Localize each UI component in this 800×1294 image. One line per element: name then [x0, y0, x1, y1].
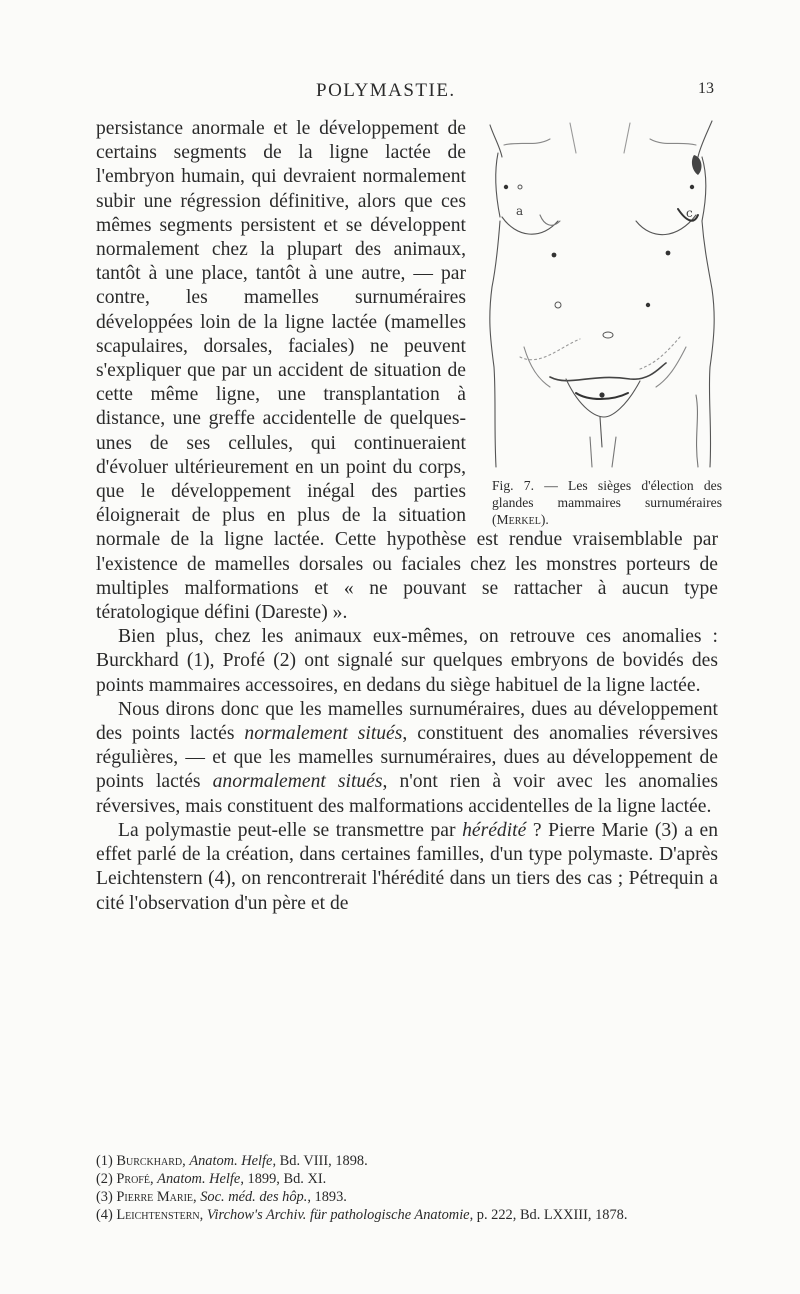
paragraph-3: [96, 698, 718, 819]
footnote-separator: ,: [149, 1171, 158, 1187]
figure-caption: [480, 477, 728, 528]
running-title: POLYMASTIE.: [316, 80, 456, 101]
paragraph-4: [96, 819, 718, 916]
page-header: [0, 80, 800, 110]
footnote-rest: , Bd. VIII, 1898.: [272, 1153, 368, 1169]
paragraph-2: Bien plus, chez les animaux eux-mêmes, on retrouve ces anomalies : Burckhard (1), Profé (2) ont signalé sur quelques embryons de bovidés des points mammaires accessoires, en dedans du siège habituel de la ligne lactée.: [96, 626, 718, 696]
paragraph-3-part2: , constituent des anomalies réversives régulières, — et que les mamelles surnuméraires, dues au développement de points lactés: [96, 723, 718, 793]
footnote-title: Soc. méd. des hôp.: [200, 1189, 308, 1205]
page-number: 13: [698, 80, 714, 97]
footnote-rest: , p. 222, Bd. LXXIII, 1878.: [469, 1207, 628, 1223]
footnote-number: (1): [96, 1153, 117, 1169]
footnote-4: [96, 1206, 718, 1224]
figure-caption-prefix: Fig. 7. —: [492, 478, 569, 493]
footnote-separator: ,: [182, 1153, 190, 1169]
paragraph-3-em1: normalement situés: [244, 723, 403, 745]
footnote-3: [96, 1188, 718, 1206]
footnote-title: Anatom. Helfe: [189, 1153, 273, 1169]
figure-label-a: a: [516, 204, 524, 218]
paragraph-3-part1: Nous dirons donc que les mamelles surnuméraires, dues au développement des points lactés: [96, 698, 718, 745]
paragraph-1-text: persistance anormale et le développement de certains segments de la ligne lactée de l'embryon humain, qui devraient normalement subir une régression définitive, alors que ces mêmes segments persistent et se développent normalement chez la plupart des animaux, tantôt à une place, tantôt à une autre, — par contre, les mamelles surnuméraires développées loin de la ligne lactée (mamelles scapulaires, dorsales, faciales) ne peuvent s'expliquer que par un accident de situation de cette même ligne, une transplantation à distance, une greffe accidentelle de quelques-unes de ses cellules, qui continueraient d'évoluer ultérieurement en un point du corps, que le développement inégal des parties éloignerait de plus en plus de la situation normale de la ligne lactée. Cette hypothèse est rendue vraisemblable par l'existence de mamelles dorsales ou faciales chez les monstres porteurs de multiples malformations et « ne pouvant se rattacher à aucun type tératologique défini (Dareste) ».: [96, 118, 718, 624]
footnote-author: Profé: [116, 1171, 150, 1187]
footnote-rest: , 1899, Bd. XI.: [240, 1171, 327, 1187]
footnote-1: [96, 1152, 718, 1170]
footnote-2: [96, 1170, 718, 1188]
figure-7: [480, 117, 728, 528]
paragraph-4-part2: ? Pierre Marie (3) a en effet parlé de la création, dans certaines familles, d'un type polymaste. D'après Leichtenstern (4), on rencontrerait l'hérédité dans un tiers des cas ; Pétrequin a cité l'observation d'un père et de: [96, 819, 718, 914]
paragraph-4-em1: hérédité: [462, 819, 527, 841]
footnote-number: (2): [96, 1171, 117, 1187]
figure-caption-text: Les sièges d'élection des glandes mammaires surnuméraires (: [492, 478, 722, 527]
footnote-number: (3): [96, 1189, 117, 1205]
paragraph-4-part1: La polymastie peut-elle se transmettre par: [118, 819, 463, 841]
footnote-title: Virchow's Archiv. für pathologische Anatomie: [206, 1207, 470, 1223]
figure-label-c: c: [686, 206, 693, 220]
paragraph-1: [96, 117, 722, 625]
paragraph-3-em2: anormalement situés: [212, 771, 383, 793]
figure-caption-author: Merkel: [496, 512, 541, 527]
torso-illustration: [480, 117, 728, 473]
footnote-separator: ,: [193, 1189, 201, 1205]
footnote-author: Pierre Marie: [116, 1189, 194, 1205]
footnote-author: Leichtenstern: [116, 1207, 200, 1223]
footnote-rest: , 1893.: [307, 1189, 347, 1205]
figure-caption-suffix: ).: [540, 512, 549, 527]
footnote-separator: ,: [199, 1207, 207, 1223]
footnote-title: Anatom. Helfe: [157, 1171, 241, 1187]
footnotes: [96, 1152, 718, 1224]
paragraph-3-part3: , n'ont rien à voir avec les anomalies réversives, mais constituent des malformations accidentelles de la ligne lactée.: [96, 771, 718, 817]
footnote-author: Burckhard: [116, 1153, 183, 1169]
body-text: [96, 117, 722, 916]
footnote-number: (4): [96, 1207, 117, 1223]
